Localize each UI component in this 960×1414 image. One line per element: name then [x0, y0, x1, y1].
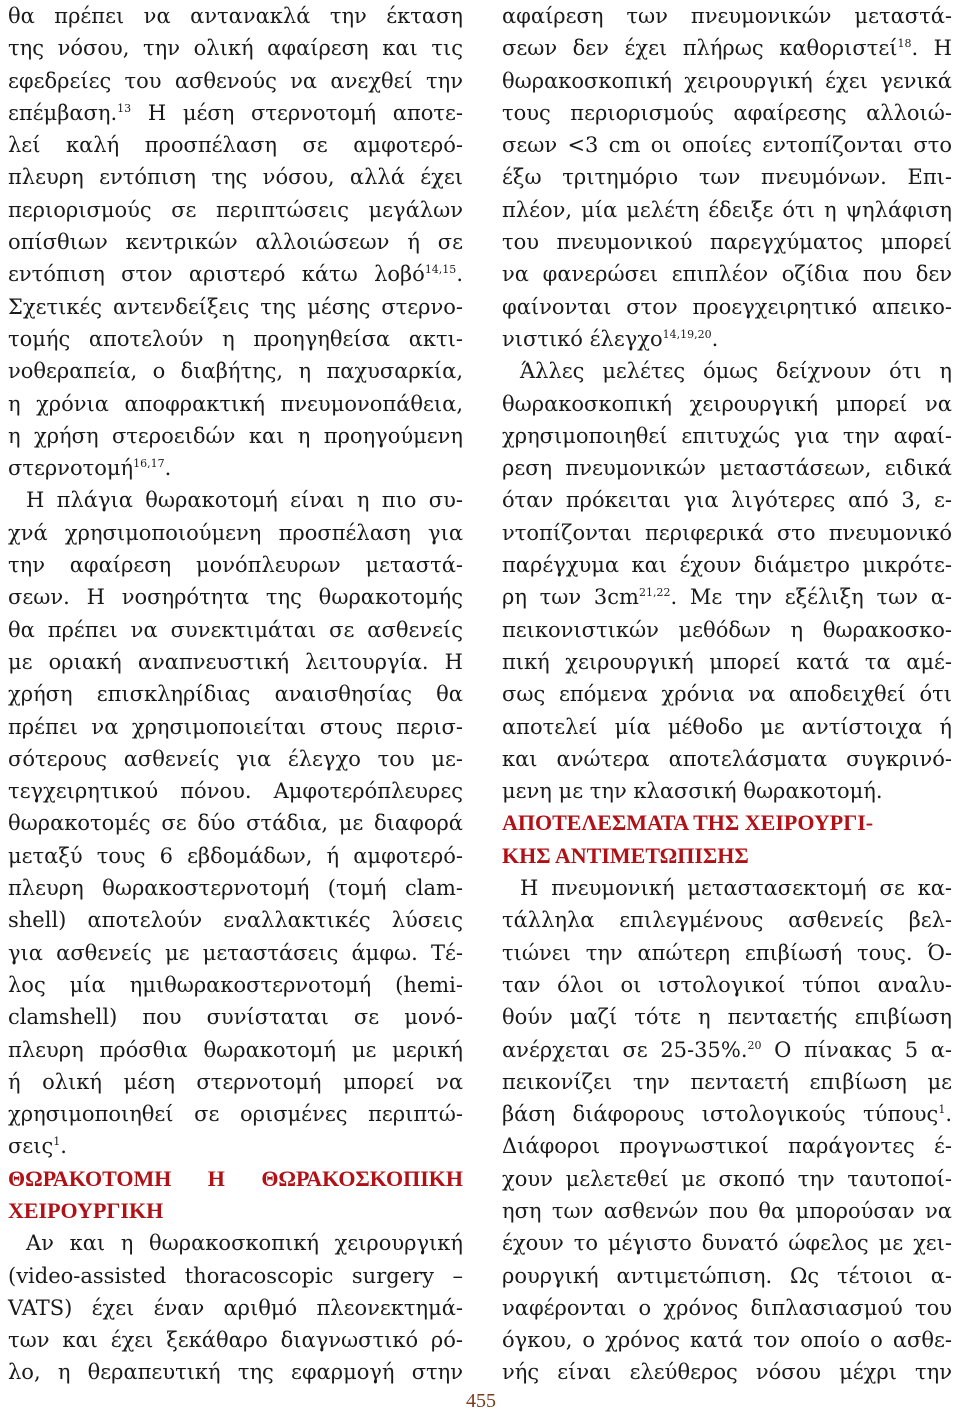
text-line: χρήση επισκληρίδιας αναισθησίας θα: [8, 682, 463, 707]
text-line: για ασθενείς με μεταστάσεις άμφω. Τέ-: [8, 940, 463, 965]
citation-superscript: 18: [897, 37, 912, 51]
text-line: νής είναι ελεύθερος νόσου μέχρι την: [502, 1360, 952, 1385]
text-line: πλευρη πρόσθια θωρακοτομή με μερική: [8, 1037, 463, 1062]
text-line: ρη των 3cm$^{21,22}$. Με την εξέλιξη των α-: [502, 585, 953, 610]
section-heading-line: ΚΗΣ ΑΝΤΙΜΕΤΩΠΙΣΗΣ: [502, 842, 749, 868]
text-line: θα πρέπει να συνεκτιμάται σε ασθενείς: [8, 617, 463, 642]
text-line: πλέον, μία μελέτη έδειξε ότι η ψηλάφιση: [502, 197, 952, 222]
text-line: ρουργική αντιμετώπιση. Ως τέτοιοι α-: [502, 1263, 952, 1288]
citation-superscript: 14,15: [424, 263, 457, 277]
page-number: 455: [466, 1390, 496, 1412]
text-line: όγκου, ο χρόνος κατά τον οποίο ο ασθε-: [502, 1328, 952, 1353]
text-line: λεί καλή προσπέλαση σε αμφοτερό-: [8, 133, 463, 158]
text-line: μεταξύ τους 6 εβδομάδων, ή αμφοτερό-: [8, 843, 463, 868]
text-line: Άλλες μελέτες όμως δείχνουν ότι η: [520, 359, 952, 384]
text-line: της νόσου, την ολική αφαίρεση και τις: [8, 36, 463, 61]
text-line: χνά χρησιμοποιούμενη προσπέλαση για: [8, 520, 463, 545]
text-line: clamshell) που συνίσταται σε μονό-: [8, 1005, 463, 1030]
left-column: [8, 0, 463, 1389]
text-line: αφαίρεση των πνευμονικών μεταστά-: [502, 4, 952, 28]
text-line: ταν όλοι οι ιστολογικοί τύποι αναλυ-: [502, 972, 952, 997]
citation-superscript: 13: [117, 101, 132, 115]
text-line: επέμβαση.$^{13}$ Η μέση στερνοτομή αποτε-: [8, 100, 463, 125]
text-line: ηση των ασθενών που θα μπορούσαν να: [502, 1198, 952, 1223]
text-line: πλευρη εντόπιση της νόσου, αλλά έχει: [8, 165, 463, 190]
text-line: θωρακοτομές σε δύο στάδια, με διαφορά: [8, 811, 463, 836]
text-line: shell) αποτελούν εναλλακτικές λύσεις: [8, 908, 463, 933]
text-line: περιορισμούς σε περιπτώσεις μεγάλων: [8, 197, 463, 222]
text-line: σεων <3 cm οι οποίες εντοπίζονται στο: [502, 133, 952, 158]
citation-superscript: 16,17: [133, 457, 165, 471]
text-line: φαίνονται στον προεγχειρητικό απεικο-: [502, 294, 952, 319]
text-line: ανέρχεται σε 25-35%.$^{20}$ Ο πίνακας 5 α-: [502, 1037, 953, 1062]
text-line: η χρόνια αποφρακτική πνευμονοπάθεια,: [8, 391, 463, 416]
text-line: λος μία ημιθωρακοστερνοτομή (hemi-: [8, 972, 463, 997]
text-line: οπίσθιων κεντρικών αλλοιώσεων ή σε: [8, 230, 463, 255]
text-line: Σχετικές αντενδείξεις της μέσης στερνο-: [8, 294, 463, 319]
text-line: την αφαίρεση μονόπλευρων μεταστά-: [8, 553, 463, 578]
text-line: θωρακοσκοπική χειρουργική έχει γενικά: [502, 68, 952, 93]
text-line: θα πρέπει να αντανακλά την έκταση: [8, 4, 463, 28]
text-line: (video-assisted thoracoscopic surgery –: [8, 1263, 463, 1288]
text-line: νιστικό έλεγχο$^{14,19,20}$.: [502, 326, 719, 351]
text-line: νοθεραπεία, ο διαβήτης, η παχυσαρκία,: [8, 359, 463, 384]
text-line: θωρακοσκοπική χειρουργική μπορεί να: [502, 391, 952, 416]
text-line: αποτελεί μία μέθοδο με αντίστοιχα ή: [502, 714, 952, 739]
text-line: Αν και η θωρακοσκοπική χειρουργική: [26, 1231, 463, 1256]
text-line: Διάφοροι προγνωστικοί παράγοντες έ-: [502, 1134, 952, 1159]
text-line: βάση διάφορους ιστολογικούς τύπους$^1$.: [502, 1102, 952, 1127]
text-line: ή ολική μέση στερνοτομή μπορεί να: [8, 1069, 463, 1094]
right-column: [502, 0, 952, 1389]
text-line: να φανερώσει επιπλέον οζίδια που δεν: [502, 262, 952, 287]
text-line: θούν μαζί τότε η πενταετής επιβίωση: [502, 1005, 952, 1030]
text-line: με οριακή αναπνευστική λειτουργία. Η: [8, 649, 463, 674]
text-line: έχουν το μέγιστο δυνατό ώφελος με χει-: [502, 1231, 952, 1256]
text-line: χουν μελετεθεί με σκοπό την ταυτοποί-: [502, 1166, 952, 1191]
text-line: τους περιορισμούς αφαίρεσης αλλοιώ-: [502, 100, 952, 125]
text-line: των και έχει ξεκάθαρο διαγνωστικό ρό-: [8, 1328, 463, 1353]
text-line: σεων δεν έχει πλήρως καθοριστεί$^{18}$. Η: [502, 36, 952, 61]
text-line: παρέγχυμα και έχουν διάμετρο μικρότε-: [502, 553, 952, 578]
citation-superscript: 14,19,20: [662, 327, 712, 341]
text-line: εντόπιση στον αριστερό κάτω λοβό$^{14,15}$.: [8, 262, 463, 287]
citation-superscript: 1: [53, 1135, 61, 1149]
text-line: ναφέρονται ο χρόνος διπλασιασμού του: [502, 1295, 952, 1320]
citation-superscript: 20: [747, 1038, 762, 1052]
text-line: έξω τριτημόριο των πνευμόνων. Επι-: [502, 165, 952, 190]
text-line: χρησιμοποιηθεί επιτυχώς για την αφαί-: [502, 423, 952, 448]
citation-superscript: 21,22: [638, 586, 671, 600]
text-line: σεις$^1$.: [8, 1134, 67, 1159]
text-line: Η πνευμονική μεταστασεκτομή σε κα-: [520, 876, 952, 901]
section-heading-line: ΘΩΡΑΚΟΤΟΜΗ Η ΘΩΡΑΚΟΣΚΟΠΙΚΗ: [8, 1165, 463, 1191]
text-line: πρέπει να χρησιμοποιείται στους περισ-: [8, 714, 463, 739]
text-line: όταν πρόκειται για λιγότερες από 3, ε-: [502, 488, 952, 513]
text-line: σεων. Η νοσηρότητα της θωρακοτομής: [8, 585, 463, 610]
text-line: τιώνει την απώτερη επιβίωσή τους. Ό-: [502, 940, 952, 965]
text-line: ντοπίζονται περιφερικά στο πνευμονικό: [502, 520, 952, 545]
text-line: του πνευμονικού παρεγχύματος μπορεί: [502, 230, 952, 255]
text-line: σως επόμενα χρόνια να αποδειχθεί ότι: [502, 682, 952, 707]
text-line: και ανώτερα αποτελάσματα συγκρινό-: [502, 746, 952, 771]
text-line: η χρήση στεροειδών και η προηγούμενη: [8, 423, 463, 448]
text-line: πλευρη θωρακοστερνοτομή (τομή clam-: [8, 876, 463, 901]
citation-superscript: 1: [938, 1103, 946, 1117]
text-line: λο, η θεραπευτική της εφαρμογή στην: [8, 1360, 463, 1385]
text-line: τάλληλα επιλεγμένους ασθενείς βελ-: [502, 908, 952, 933]
section-heading-line: ΧΕΙΡΟΥΡΓΙΚΗ: [8, 1197, 164, 1223]
text-line: στερνοτομή$^{16,17}$.: [8, 456, 172, 481]
text-line: χρησιμοποιηθεί σε ορισμένες περιπτώ-: [8, 1102, 463, 1127]
text-line: πική χειρουργική μπορεί κατά τα αμέ-: [502, 649, 952, 674]
text-line: Η πλάγια θωρακοτομή είναι η πιο συ-: [26, 488, 463, 513]
text-line: VATS) έχει έναν αριθμό πλεονεκτημά-: [8, 1295, 463, 1320]
text-line: τεγχειρητικού πόνου. Αμφοτερόπλευρες: [8, 779, 463, 804]
text-line: τομής αποτελούν η προηγηθείσα ακτι-: [8, 326, 463, 351]
text-line: πεικονίζει την πενταετή επιβίωση με: [502, 1069, 952, 1094]
text-line: ρεση πνευμονικών μεταστάσεων, ειδικά: [502, 456, 952, 481]
text-line: πεικονιστικών μεθόδων η θωρακοσκο-: [502, 617, 952, 642]
text-line: μενη με την κλασσική θωρακοτομή.: [502, 779, 883, 804]
section-heading-line: ΑΠΟΤΕΛΕΣΜΑΤΑ ΤΗΣ ΧΕΙΡΟΥΡΓΙ-: [502, 810, 874, 836]
text-line: εφεδρείες του ασθενούς να ανεχθεί την: [8, 68, 463, 93]
text-line: σότερους ασθενείς για έλεγχο του με-: [8, 746, 463, 771]
